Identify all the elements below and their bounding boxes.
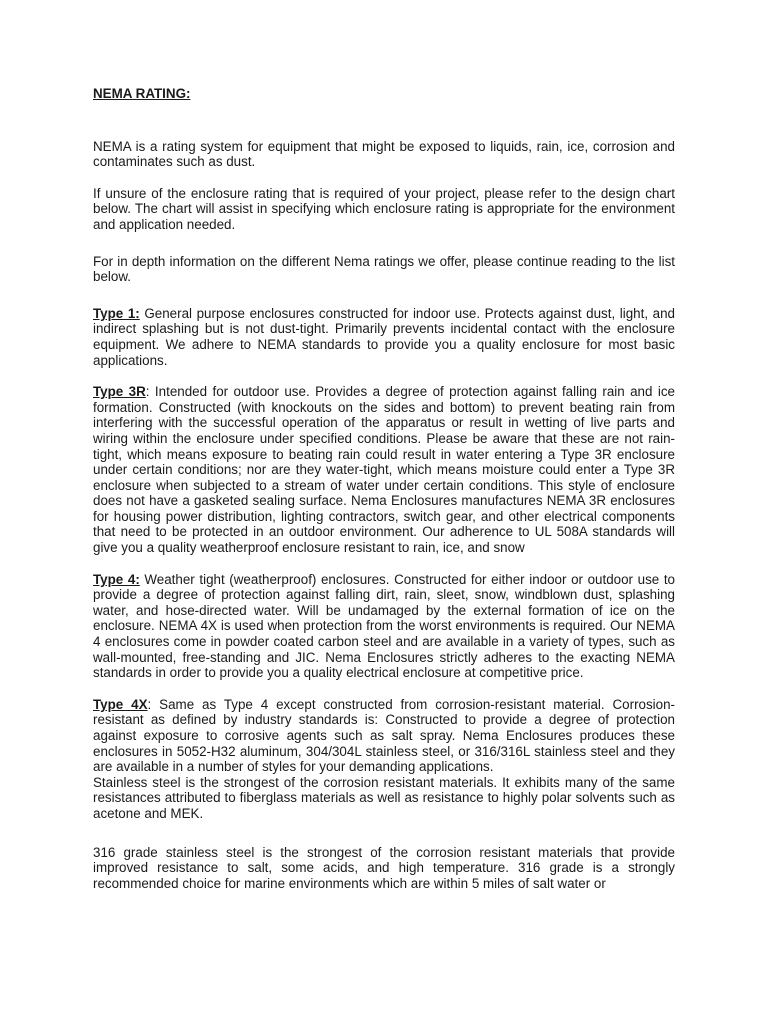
type-4x-label: Type 4X: [93, 696, 148, 712]
intro-paragraph-nema: NEMA is a rating system for equipment that might be exposed to liquids, rain, ice, corrosion and contaminates such as dust.: [93, 138, 675, 170]
type-1-paragraph: [93, 306, 675, 368]
type-4-paragraph: [93, 572, 675, 681]
type-4-label: Type 4:: [93, 571, 140, 587]
intro-paragraph-design-chart: If unsure of the enclosure rating that is required of your project, please refer to the design chart below. The chart will assist in specifying which enclosure rating is appropriate for the environment and application needed.: [93, 185, 675, 232]
type-3r-label: Type 3R: [93, 384, 146, 400]
type-4x-text: : Same as Type 4 except constructed from corrosion-resistant material. Corrosion-resistant as defined by industry standards is: Constructed to provide a degree of protection against exposure to corrosive agents such as salt spray. Nema Enclosures produces these enclosures in 5052-H32 aluminum, 304/304L stainless steel, or 316/316L stainless steel and they are available in a number of styles for your demanding applications.: [93, 696, 676, 775]
type-3r-text: : Intended for outdoor use. Provides a degree of protection against falling rain and ice formation. Constructed (with knockouts on the sides and bottom) to prevent beating rain from interfering with the successful operation of the apparatus or result in wetting of live parts and wiring within the enclosure under specified conditions. Please be aware that these are not rain-tight, which means exposure to beating rain could result in water entering a Type 3R enclosure under certain conditions; nor are they water-tight, which means moisture could enter a Type 3R enclosure when subjected to a stream of water under certain conditions. This style of enclosure does not have a gasketed sealing surface. Nema Enclosures manufactures NEMA 3R enclosures for housing power distribution, lighting contractors, switch gear, and other electrical components that need to be protected in an outdoor environment. Our adherence to UL 508A standards will give you a quality weatherproof enclosure resistant to rain, ice, and snow: [93, 384, 675, 556]
type-1-text: General purpose enclosures constructed for indoor use. Protects against dust, light, and indirect splashing but is not dust-tight. Primarily prevents incidental contact with the enclosure equipment. We adhere to NEMA standards to provide you a quality enclosure for most basic applications.: [93, 305, 676, 368]
type-3r-paragraph: [93, 384, 675, 556]
stainless-steel-paragraph: Stainless steel is the strongest of the corrosion resistant materials. It exhibits many of the same resistances attributed to fiberglass materials as well as resistance to highly polar solvents such as acetone and MEK.: [93, 774, 675, 821]
document-page: [93, 86, 675, 891]
grade-316-paragraph: 316 grade stainless steel is the strongest of the corrosion resistant materials that provide improved resistance to salt, some acids, and high temperature. 316 grade is a strongly recommended choice for marine environments which are within 5 miles of salt water or: [93, 844, 675, 891]
type-4-text: Weather tight (weatherproof) enclosures. Constructed for either indoor or outdoor use to provide a degree of protection against falling dirt, rain, sleet, snow, windblown dust, splashing water, and hose-directed water. Will be undamaged by the external formation of ice on the enclosure. NEMA 4X is used when protection from the worst environments is required. Our NEMA 4 enclosures come in powder coated carbon steel and are available in a variety of types, such as wall-mounted, free-standing and JIC. Nema Enclosures strictly adheres to the exacting NEMA standards in order to provide you a quality electrical enclosure at competitive price.: [93, 571, 675, 681]
intro-paragraph-list: For in depth information on the different Nema ratings we offer, please continue reading to the list below.: [93, 253, 675, 285]
document-title: NEMA RATING:: [93, 86, 191, 101]
type-1-label: Type 1:: [93, 305, 140, 321]
type-4x-paragraph: [93, 697, 675, 775]
